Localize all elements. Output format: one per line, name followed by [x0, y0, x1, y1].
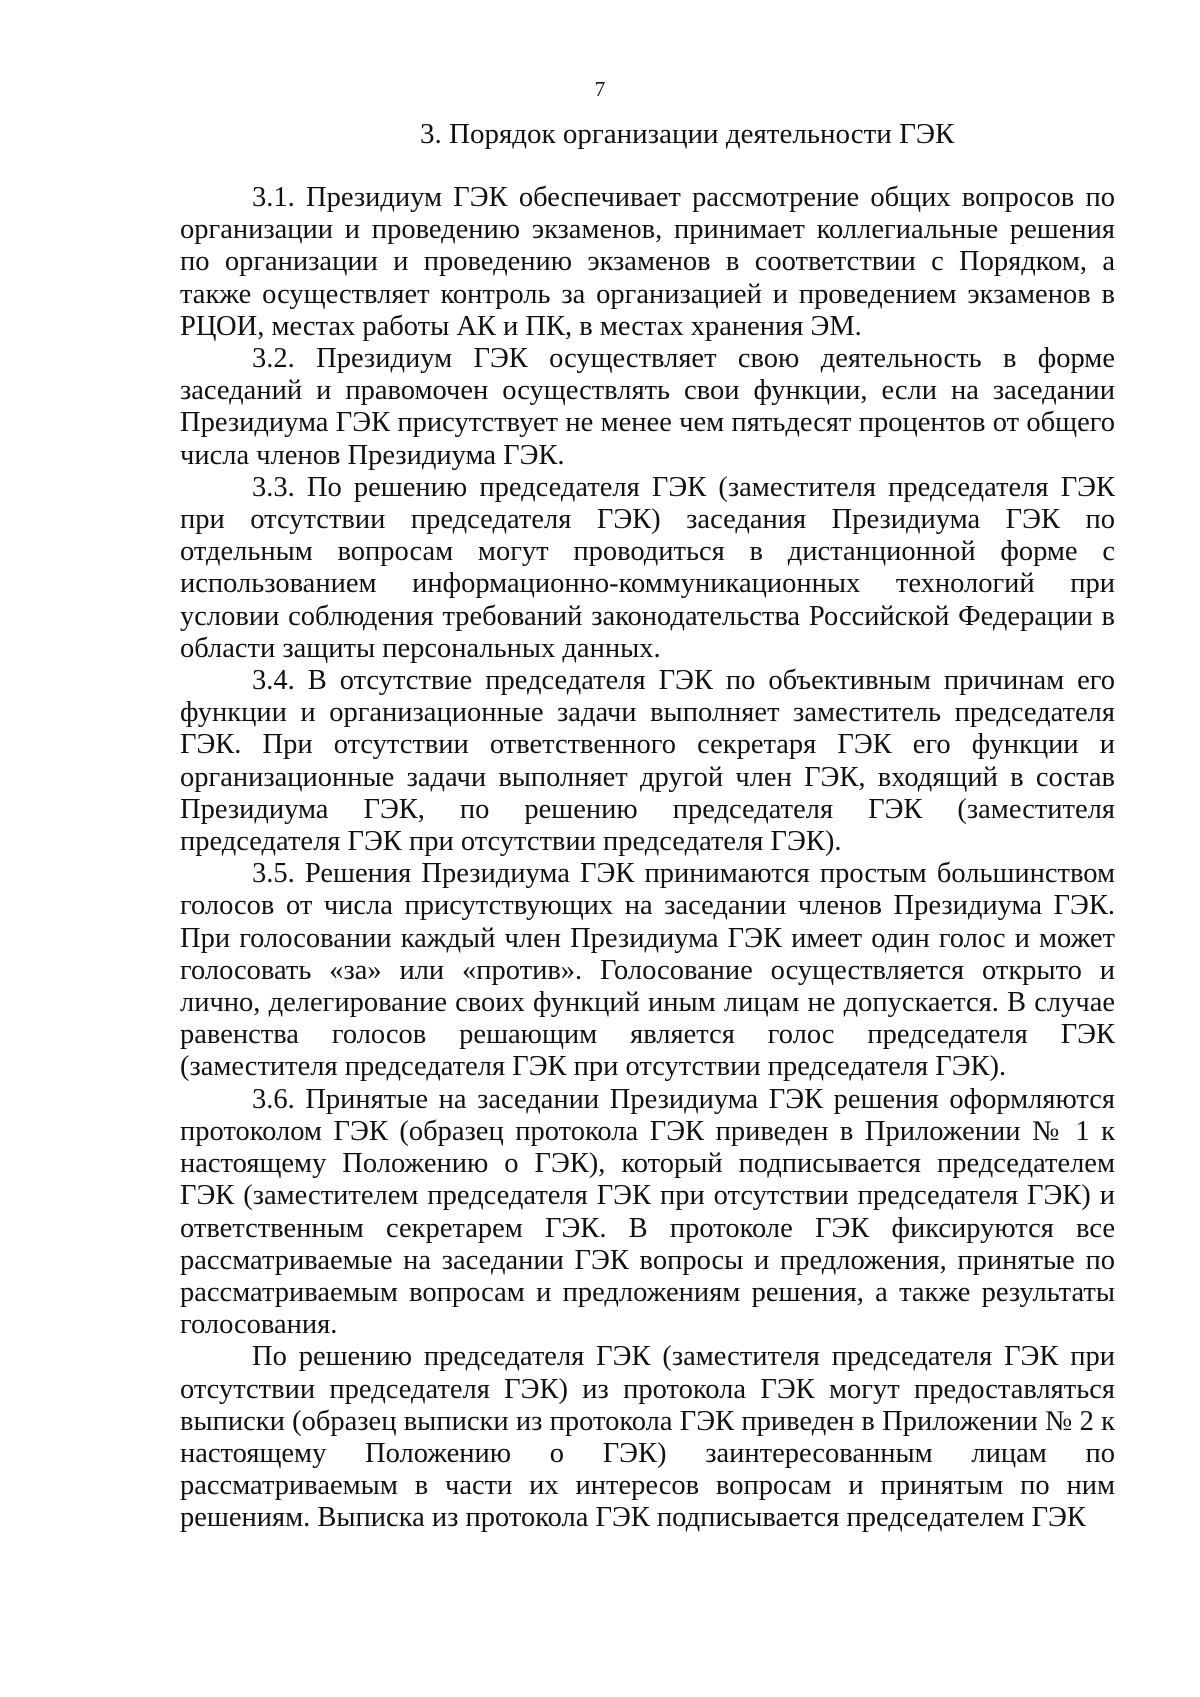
paragraph-3-1: 3.1. Президиум ГЭК обеспечивает рассмотрение общих вопросов по организации и проведению экзаменов, принимает коллегиальные решения по организации и проведению экзаменов в соответствии с Порядком, а также осуществляет контроль за организацией и проведением экзаменов в РЦОИ, местах работы АК и ПК, в местах хранения ЭМ. [180, 182, 1115, 342]
document-body [180, 182, 1115, 1535]
paragraph-3-5: 3.5. Решения Президиума ГЭК принимаются простым большинством голосов от числа присутствующих на заседании членов Президиума ГЭК. При голосовании каждый член Президиума ГЭК имеет один голос и может голосовать «за» или «против». Голосование осуществляется открыто и лично, делегирование своих функций иным лицам не допускается. В случае равенства голосов решающим является голос председателя ГЭК (заместителя председателя ГЭК при отсутствии председателя ГЭК). [180, 858, 1115, 1083]
paragraph-3-3: 3.3. По решению председателя ГЭК (заместителя председателя ГЭК при отсутствии председателя ГЭК) заседания Президиума ГЭК по отдельным вопросам могут проводиться в дистанционной форме с использованием информационно-коммуникационных технологий при условии соблюдения требований законодательства Российской Федерации в области защиты персональных данных. [180, 471, 1115, 664]
section-title: 3. Порядок организации деятельности ГЭК [420, 118, 955, 150]
paragraph-3-6-continued: По решению председателя ГЭК (заместителя председателя ГЭК при отсутствии председателя ГЭК) из протокола ГЭК могут предоставляться выписки (образец выписки из протокола ГЭК приведен в Приложении № 2 к настоящему Положению о ГЭК) заинтересованным лицам по рассматриваемым в части их интересов вопросам и принятым по ним решениям. Выписка из протокола ГЭК подписывается председателем ГЭК [180, 1341, 1115, 1534]
paragraph-3-6: 3.6. Принятые на заседании Президиума ГЭК решения оформляются протоколом ГЭК (образец протокола ГЭК приведен в Приложении № 1 к настоящему Положению о ГЭК), который подписывается председателем ГЭК (заместителем председателя ГЭК при отсутствии председателя ГЭК) и ответственным секретарем ГЭК. В протоколе ГЭК фиксируются все рассматриваемые на заседании ГЭК вопросы и предложения, принятые по рассматриваемым вопросам и предложениям решения, а также результаты голосования. [180, 1083, 1115, 1341]
paragraph-3-2: 3.2. Президиум ГЭК осуществляет свою деятельность в форме заседаний и правомочен осуществлять свои функции, если на заседании Президиума ГЭК присутствует не менее чем пятьдесят процентов от общего числа членов Президиума ГЭК. [180, 343, 1115, 471]
page-number: 7 [594, 77, 606, 101]
paragraph-3-4: 3.4. В отсутствие председателя ГЭК по объективным причинам его функции и организационные задачи выполняет заместитель председателя ГЭК. При отсутствии ответственного секретаря ГЭК его функции и организационные задачи выполняет другой член ГЭК, входящий в состав Президиума ГЭК, по решению председателя ГЭК (заместителя председателя ГЭК при отсутствии председателя ГЭК). [180, 665, 1115, 858]
